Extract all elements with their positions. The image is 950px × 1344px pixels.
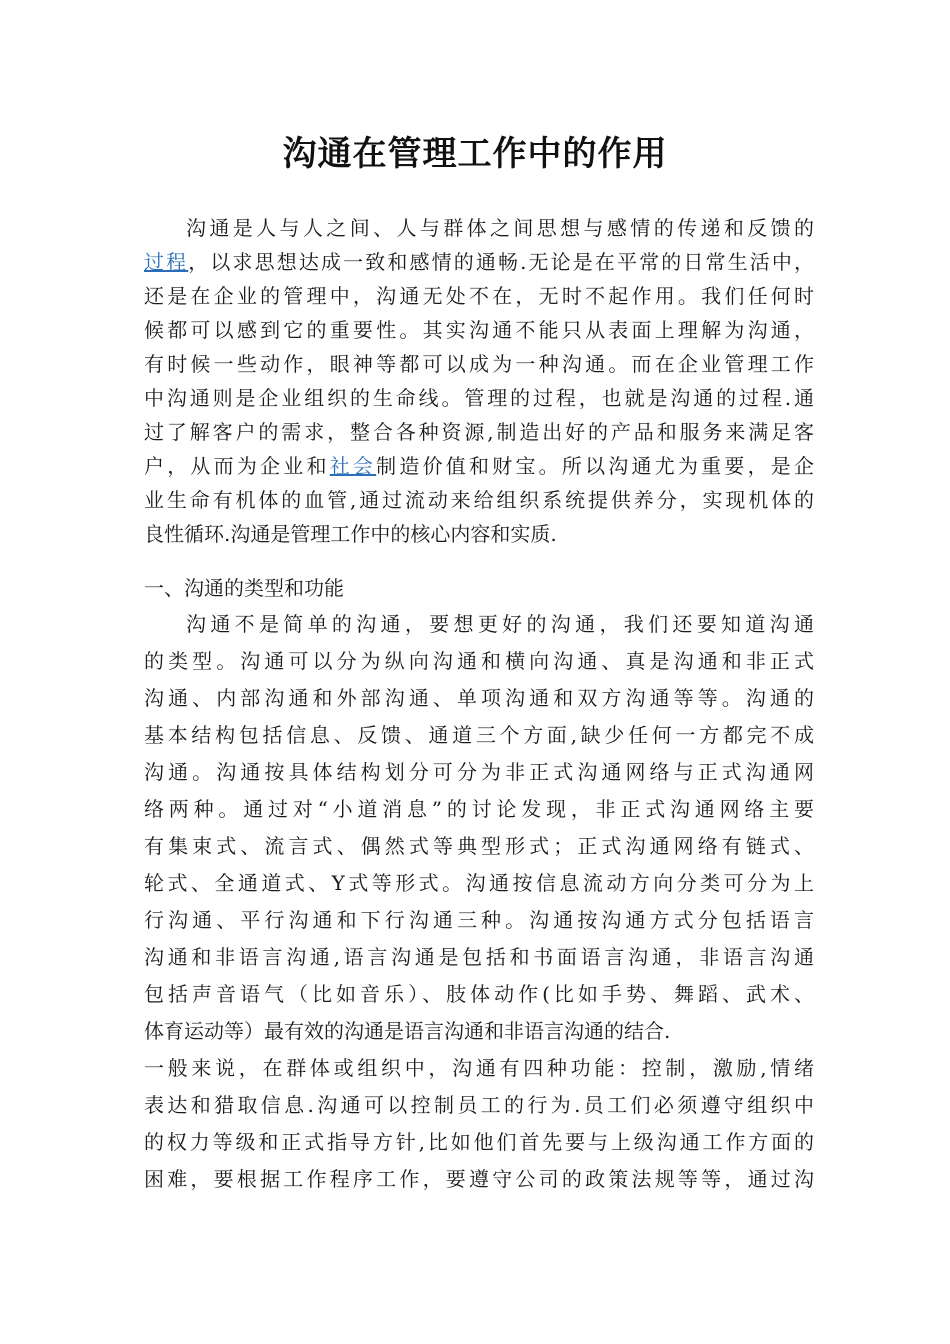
p1-line-8-text-a: 户，从而为企业和: [144, 454, 330, 478]
section-heading: 一、沟通的类型和功能: [144, 576, 344, 600]
p1-line-7: 过了解客户的需求，整合各种资源,制造出好的产品和服务来满足客: [144, 420, 814, 444]
p1-line-2-text: ，以求思想达成一致和感情的通畅.无论是在平常的日常生活中，: [188, 250, 814, 274]
p1-line-10: 良性循环.沟通是管理工作中的核心内容和实质.: [144, 522, 557, 546]
p1-line-1: 沟通是人与人之间、人与群体之间思想与感情的传递和反馈的: [186, 216, 814, 240]
p1-line-9: 业生命有机体的血管,通过流动来给组织系统提供养分，实现机体的: [144, 488, 814, 512]
s1-line-7: 有集束式、流言式、偶然式等典型形式；正式沟通网络有链式、: [144, 834, 814, 858]
s1-p2-line-1: 一般来说，在群体或组织中，沟通有四种功能：控制，激励,情绪: [144, 1056, 814, 1080]
p1-line-2: [144, 246, 814, 276]
s1-line-9: 行沟通、平行沟通和下行沟通三种。沟通按沟通方式分包括语言: [144, 908, 814, 932]
link-process[interactable]: 过程: [144, 250, 189, 274]
p1-line-8: [144, 450, 814, 480]
s1-line-4: 基本结构包括信息、反馈、通道三个方面,缺少任何一方都完不成: [144, 723, 814, 747]
s1-line-8: 轮式、全通道式、Y式等形式。沟通按信息流动方向分类可分为上: [144, 871, 814, 895]
s1-p2-line-3: 的权力等级和正式指导方针,比如他们首先要与上级沟通工作方面的: [144, 1130, 814, 1154]
s1-line-11: 包括声音语气（比如音乐）、肢体动作(比如手势、舞蹈、武术、: [144, 982, 814, 1006]
s1-line-3: 沟通、内部沟通和外部沟通、单项沟通和双方沟通等等。沟通的: [144, 686, 814, 710]
link-society[interactable]: 社会: [329, 454, 377, 478]
p1-line-8-text-b: 制造价值和财宝。所以沟通尤为重要，是企: [376, 454, 814, 478]
s1-p2-line-4: 困难，要根据工作程序工作，要遵守公司的政策法规等等，通过沟: [144, 1167, 814, 1191]
document-title: 沟通在管理工作中的作用: [282, 134, 668, 174]
p1-line-5: 有时候一些动作，眼神等都可以成为一种沟通。而在企业管理工作: [144, 352, 814, 376]
s1-line-2: 的类型。沟通可以分为纵向沟通和横向沟通、真是沟通和非正式: [144, 649, 814, 673]
s1-p2-line-2: 表达和猎取信息.沟通可以控制员工的行为.员工们必须遵守组织中: [144, 1093, 814, 1117]
s1-line-10: 沟通和非语言沟通,语言沟通是包括和书面语言沟通，非语言沟通: [144, 945, 814, 969]
p1-line-4: 候都可以感到它的重要性。其实沟通不能只从表面上理解为沟通，: [144, 318, 814, 342]
s1-line-12: 体育运动等）最有效的沟通是语言沟通和非语言沟通的结合.: [144, 1019, 671, 1043]
p1-line-6: 中沟通则是企业组织的生命线。管理的过程，也就是沟通的过程.通: [144, 386, 814, 410]
p1-line-3: 还是在企业的管理中，沟通无处不在，无时不起作用。我们任何时: [144, 284, 814, 308]
s1-line-1: 沟通不是简单的沟通，要想更好的沟通，我们还要知道沟通: [186, 612, 814, 636]
s1-line-5: 沟通。沟通按具体结构划分可分为非正式沟通网络与正式沟通网: [144, 760, 814, 784]
s1-line-6: 络两种。通过对“小道消息”的讨论发现，非正式沟通网络主要: [144, 797, 814, 821]
